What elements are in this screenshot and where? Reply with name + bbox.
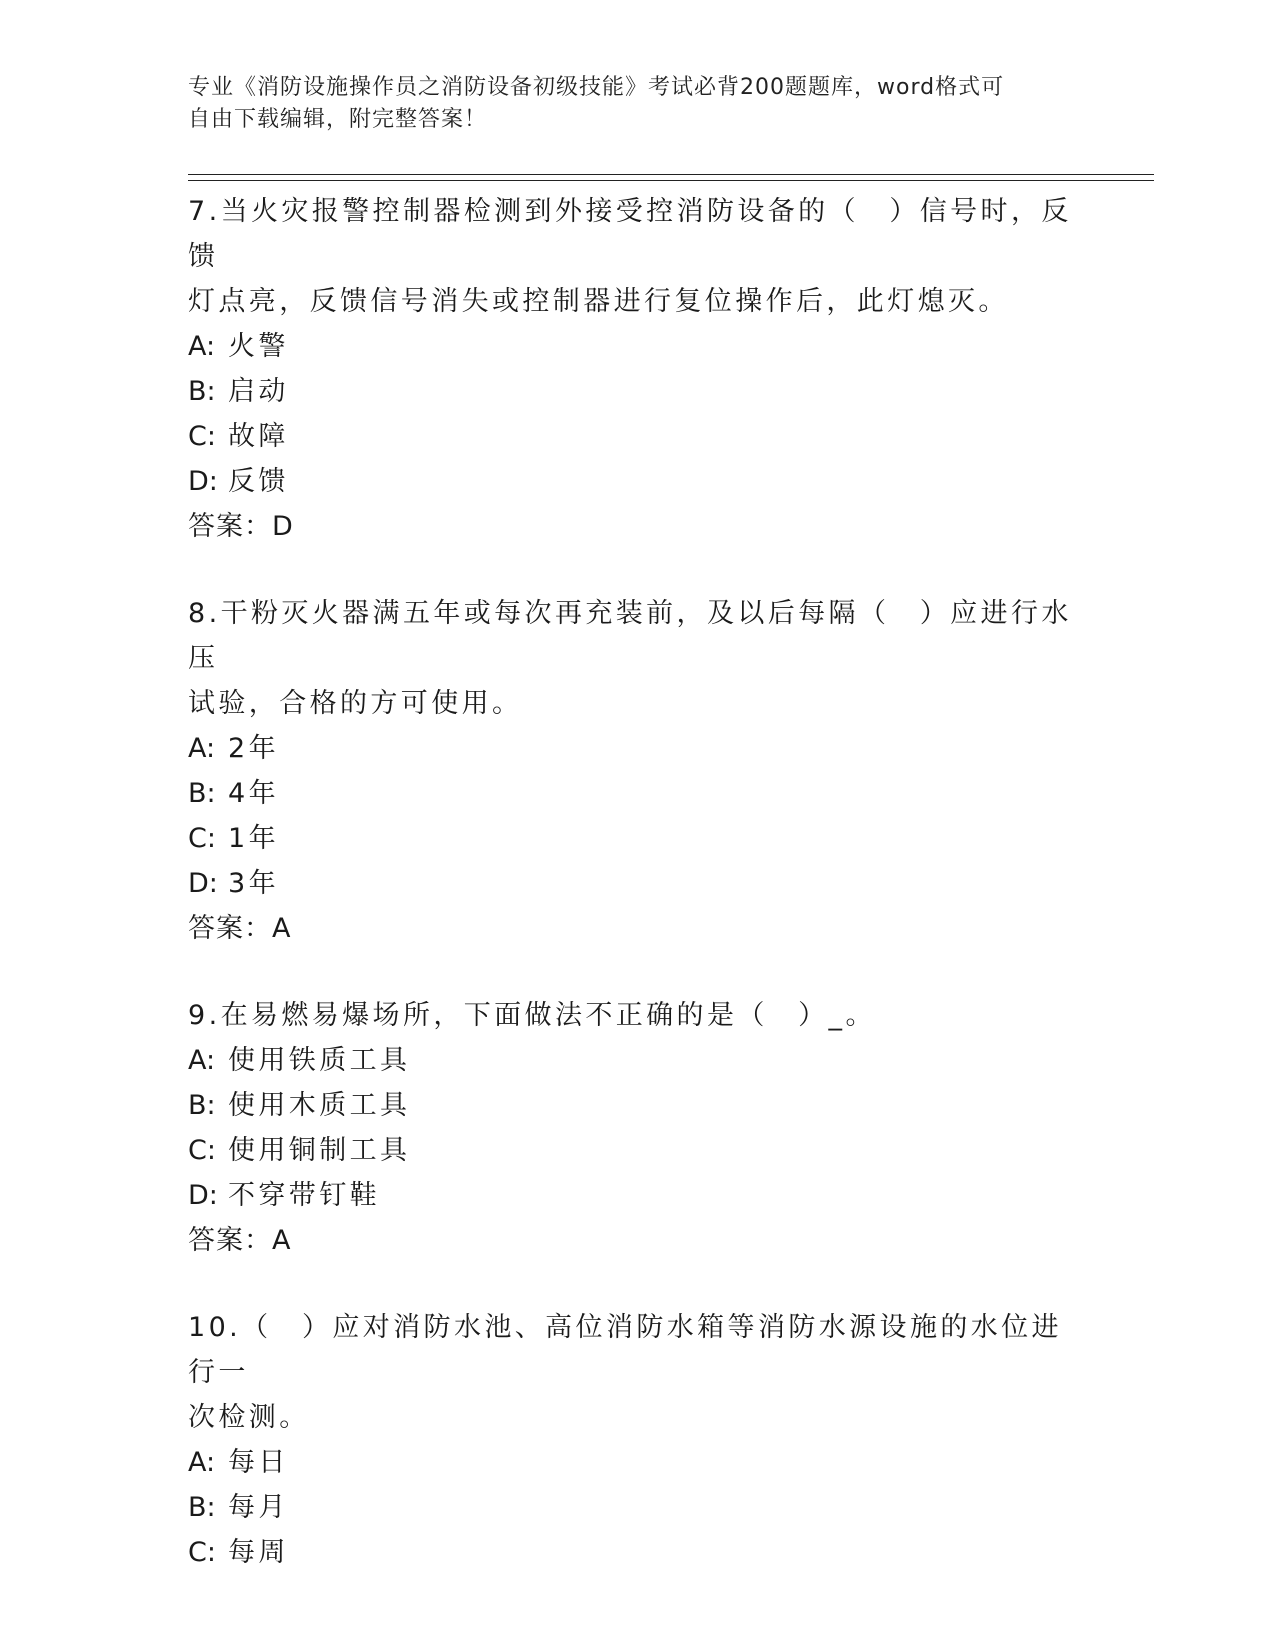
question-number: 7. — [188, 196, 221, 227]
option-key: A: — [188, 1045, 216, 1076]
option-text: 每月 — [228, 1492, 289, 1523]
option-key: A: — [188, 331, 216, 362]
document-header — [188, 72, 1068, 136]
answer-line: 答案：A — [188, 1225, 292, 1256]
option-item — [188, 1083, 1088, 1128]
option-text: 每日 — [228, 1447, 289, 1478]
option-key: D: — [188, 466, 218, 497]
option-text: 不穿带钉鞋 — [228, 1180, 380, 1211]
question-line: 在易燃易爆场所，下面做法不正确的是（ ）_。 — [220, 1000, 876, 1031]
option-key: C: — [188, 1537, 216, 1568]
option-key: C: — [188, 421, 216, 452]
option-item — [188, 459, 1088, 504]
option-text: 1年 — [228, 823, 279, 854]
question-line: （ ）应对消防水池、高位消防水箱等消防水源设施的水位进行一 — [188, 1312, 1062, 1388]
option-item — [188, 1038, 1088, 1083]
option-text: 火警 — [228, 331, 289, 362]
question-block — [188, 189, 1088, 549]
option-key: B: — [188, 1090, 216, 1121]
option-item — [188, 861, 1088, 906]
option-text: 故障 — [228, 421, 289, 452]
option-key: A: — [188, 1447, 216, 1478]
question-text — [188, 1305, 1088, 1395]
question-line: 试验，合格的方可使用。 — [188, 688, 523, 719]
option-text: 启动 — [228, 376, 289, 407]
option-key: B: — [188, 1492, 216, 1523]
option-text: 使用铜制工具 — [228, 1135, 411, 1166]
header-line-2: 自由下载编辑，附完整答案！ — [188, 107, 488, 132]
question-text-continued — [188, 279, 1088, 324]
question-text-continued — [188, 681, 1088, 726]
question-block — [188, 993, 1088, 1263]
header-divider-top — [188, 174, 1154, 175]
question-number: 10. — [188, 1312, 242, 1343]
option-key: C: — [188, 823, 216, 854]
option-text: 反馈 — [228, 466, 289, 497]
option-item — [188, 726, 1088, 771]
option-key: B: — [188, 778, 216, 809]
question-line: 次检测。 — [188, 1402, 310, 1433]
option-item — [188, 1173, 1088, 1218]
option-text: 4年 — [228, 778, 279, 809]
header-line-1: 专业《消防设施操作员之消防设备初级技能》考试必背200题题库，word格式可 — [188, 75, 1005, 100]
question-text-continued — [188, 1395, 1088, 1440]
question-text — [188, 591, 1088, 681]
option-item — [188, 771, 1088, 816]
question-block — [188, 1305, 1088, 1575]
option-key: B: — [188, 376, 216, 407]
question-number: 9. — [188, 1000, 221, 1031]
option-key: D: — [188, 1180, 218, 1211]
option-item — [188, 1485, 1088, 1530]
option-text: 3年 — [228, 868, 279, 899]
option-item — [188, 816, 1088, 861]
option-item — [188, 1530, 1088, 1575]
option-key: A: — [188, 733, 216, 764]
answer-line: 答案：D — [188, 511, 294, 542]
option-item — [188, 414, 1088, 459]
answer-line: 答案：A — [188, 913, 292, 944]
option-text: 每周 — [228, 1537, 289, 1568]
question-list — [188, 189, 1088, 1617]
option-text: 使用木质工具 — [228, 1090, 411, 1121]
option-text: 2年 — [228, 733, 279, 764]
question-line: 当火灾报警控制器检测到外接受控消防设备的（ ）信号时，反馈 — [188, 196, 1072, 272]
question-text — [188, 993, 1088, 1038]
question-block — [188, 591, 1088, 951]
option-text: 使用铁质工具 — [228, 1045, 411, 1076]
header-divider-bottom — [188, 180, 1154, 181]
question-number: 8. — [188, 598, 221, 629]
question-text — [188, 189, 1088, 279]
option-key: C: — [188, 1135, 216, 1166]
option-item — [188, 1128, 1088, 1173]
question-line: 干粉灭火器满五年或每次再充装前，及以后每隔（ ）应进行水压 — [188, 598, 1072, 674]
option-item — [188, 1440, 1088, 1485]
question-line: 灯点亮，反馈信号消失或控制器进行复位操作后，此灯熄灭。 — [188, 286, 1009, 317]
option-key: D: — [188, 868, 218, 899]
option-item — [188, 324, 1088, 369]
option-item — [188, 369, 1088, 414]
